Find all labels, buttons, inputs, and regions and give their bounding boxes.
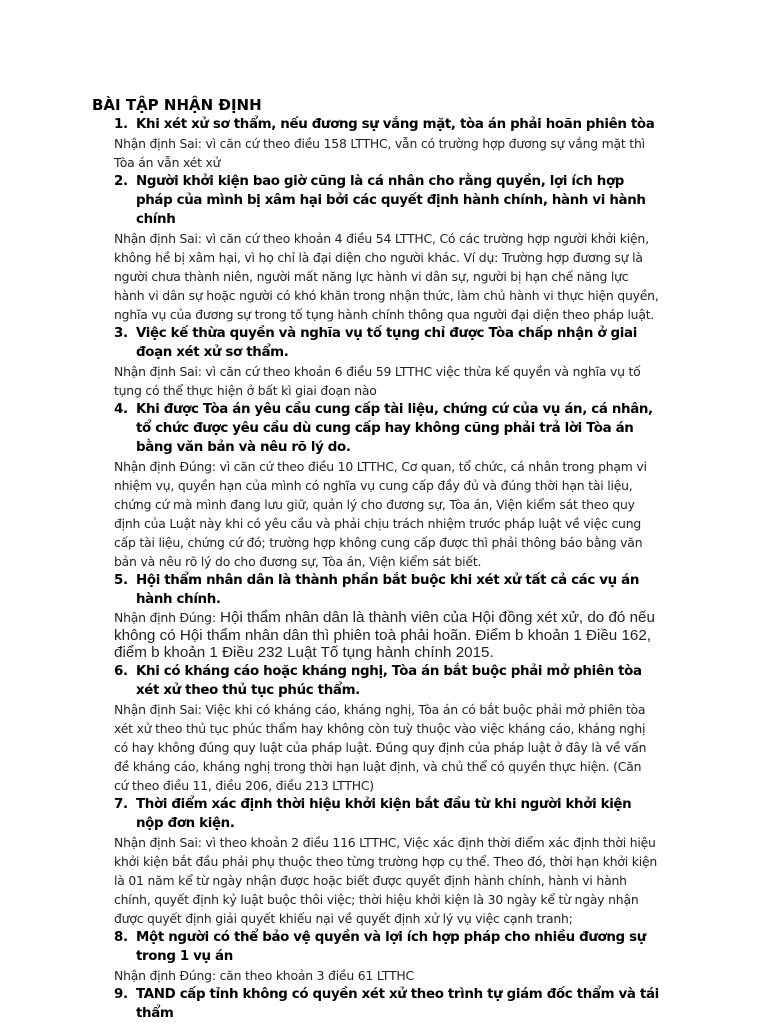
exercise-item [114, 928, 659, 985]
exercise-question [114, 324, 659, 362]
exercise-answer [114, 700, 659, 795]
exercise-question [114, 795, 659, 833]
verdict-label: Nhận định Sai: [114, 136, 202, 151]
exercise-question-text: Khi được Tòa án yêu cầu cung cấp tài liệu, chứng cứ của vụ án, cá nhân, tổ chức được yêu cầu dù cung cấp hay không cũng phải trả lời Tòa án bằng văn bản và nêu rõ lý do. [136, 402, 653, 455]
verdict-label: Nhận định Sai: [114, 364, 202, 379]
verdict-label: Nhận định Sai: [114, 231, 202, 246]
answer-text: vì căn cứ theo khoản 4 điều 54 LTTHC, Có các trường hợp người khởi kiện, không hề bị xâm hại, vì họ chỉ là đại diện cho người khác. Ví dụ: Trường hợp đương sự là người chưa thành niên, người mất năng lực hành vi dân sự, người bị hạn chế năng lực hành vi dân sự hoặc người có khó khăn trong nhận thức, làm chủ hành vi thực hiện quyền, nghĩa vụ của đương sự trong tố tụng hành chính thông qua người đại diện theo pháp luật. [114, 231, 659, 322]
answer-text: vì căn cứ theo khoản 6 điều 59 LTTHC việc thừa kế quyền và nghĩa vụ tố tụng có thể thực hiện ở bất kì giai đoạn nào [114, 364, 641, 398]
verdict-label: Nhận định Đúng: [114, 610, 216, 625]
exercise-item [114, 400, 659, 571]
exercise-item [114, 795, 659, 928]
exercise-question-text: Thời điểm xác định thời hiệu khởi kiện bắt đầu từ khi người khởi kiện nộp đơn kiện. [136, 796, 632, 831]
exercise-question [114, 172, 659, 229]
exercise-number: 2. [114, 174, 128, 189]
exercise-question [114, 400, 659, 457]
answer-text: vì căn cứ theo điều 10 LTTHC, Cơ quan, tổ chức, cá nhân trong phạm vi nhiệm vụ, quyền hạn của mình có nghĩa vụ cung cấp đầy đủ và đúng thời hạn tài liệu, chứng cứ mà mình đang lưu giữ, quản lý cho đương sự, Tòa án, Viện kiểm sát theo quy định của Luật này khi có yêu cầu và phải chịu trách nhiệm trước pháp luật về việc cung cấp tài liệu, chứng cứ đó; trường hợp không cung cấp được thì phải thông báo bằng văn bản và nêu rõ lý do cho đương sự, Tòa án, Viện kiểm sát biết. [114, 459, 647, 569]
answer-text: Hội thẩm nhân dân là thành viên của Hội đồng xét xử, do đó nếu không có Hội thẩm nhân dân thì phiên toà phải hoãn. Điểm b khoản 1 Điều 162, điểm b khoản 1 Điều 232 Luật Tố tụng hành chính 2015. [114, 609, 655, 661]
exercise-number: 3. [114, 326, 128, 341]
exercise-question [114, 662, 659, 700]
exercise-number: 9. [114, 986, 128, 1002]
verdict-label: Nhận định Đúng: [114, 459, 216, 474]
verdict-label: Nhận định Đúng: [114, 967, 216, 983]
answer-text: vì căn cứ theo điều 158 LTTHC, vẫn có trường hợp đương sự vắng mặt thì Tòa án vẫn xét xử [114, 136, 645, 170]
exercise-number: 4. [114, 402, 128, 417]
exercise-item [114, 571, 659, 662]
exercise-number: 6. [114, 663, 128, 679]
exercise-item [114, 324, 659, 400]
exercise-question-text: TAND cấp tỉnh không có quyền xét xử theo trình tự giám đốc thẩm và tái thẩm [136, 986, 659, 1021]
exercise-question-text: Người khởi kiện bao giờ cũng là cá nhân cho rằng quyền, lợi ích hợp pháp của mình bị xâm hại bởi các quyết định hành chính, hành vi hành chính [136, 174, 646, 227]
verdict-label: Nhận định Sai: [114, 701, 202, 717]
exercise-item [114, 115, 659, 172]
exercise-question-text: Việc kế thừa quyền và nghĩa vụ tố tụng chỉ được Tòa chấp nhận ở giai đoạn xét xử sơ thẩm. [136, 326, 637, 360]
exercise-answer [114, 229, 659, 324]
exercise-question-text: Hội thẩm nhân dân là thành phần bắt buộc khi xét xử tất cả các vụ án hành chính. [136, 573, 639, 607]
exercise-answer [114, 609, 659, 662]
exercise-answer [114, 833, 659, 928]
answer-text: căn theo khoản 3 điều 61 LTTHC [219, 967, 414, 983]
exercise-question [114, 928, 659, 966]
exercise-question-text: Khi xét xử sơ thẩm, nếu đương sự vắng mặt, tòa án phải hoãn phiên tòa [136, 117, 655, 132]
exercise-item [114, 985, 659, 1023]
document-title: BÀI TẬP NHẬN ĐỊNH [92, 96, 262, 114]
exercise-question [114, 571, 659, 609]
exercise-answer [114, 457, 659, 571]
exercise-item [114, 172, 659, 324]
document-content [92, 95, 659, 1023]
exercise-answer [114, 134, 659, 172]
exercise-question-text: Một người có thể bảo vệ quyền và lợi ích hợp pháp cho nhiều đương sự trong 1 vụ án [136, 929, 646, 964]
exercise-question [114, 985, 659, 1023]
exercise-number: 1. [114, 117, 128, 132]
exercise-question-text: Khi có kháng cáo hoặc kháng nghị, Tòa án bắt buộc phải mở phiên tòa xét xử theo thủ tục phúc thẩm. [136, 663, 642, 698]
answer-text: vì theo khoản 2 điều 116 LTTHC, Việc xác định thời điểm xác định thời hiệu khởi kiện bắt đầu phải phụ thuộc theo từng trường hợp cụ thể. Theo đó, thời hạn khởi kiện là 01 năm kể từ ngày nhận được hoặc biết được quyết định hành chính, hành vi hành chính, quyết định kỷ luật buộc thôi việc; thời hiệu khởi kiện là 30 ngày kể từ ngày nhận được quyết định giải quyết khiếu nại về quyết định xử lý vụ việc cạnh tranh; [114, 834, 658, 926]
verdict-label: Nhận định Sai: [114, 834, 202, 850]
exercise-item [114, 662, 659, 795]
exercise-number: 5. [114, 573, 128, 588]
exercise-number: 7. [114, 796, 128, 812]
exercise-question [114, 115, 659, 134]
exercise-answer [114, 966, 659, 985]
answer-text: Việc khi có kháng cáo, kháng nghị, Tòa án có bắt buộc phải mở phiên tòa xét xử theo thủ tục phúc thẩm hay không còn tuỳ thuộc vào việc kháng cáo, kháng nghị có hay không đúng quy luật của pháp luật. Đúng quy định của pháp luật ở đây là về vấn đề kháng cáo, kháng nghị trong thời hạn luật định, và chủ thể có quyền thực hiện. (Căn cứ theo điều 11, điều 206, điều 213 LTTHC) [114, 701, 647, 793]
exercise-answer [114, 362, 659, 400]
exercise-number: 8. [114, 929, 128, 945]
